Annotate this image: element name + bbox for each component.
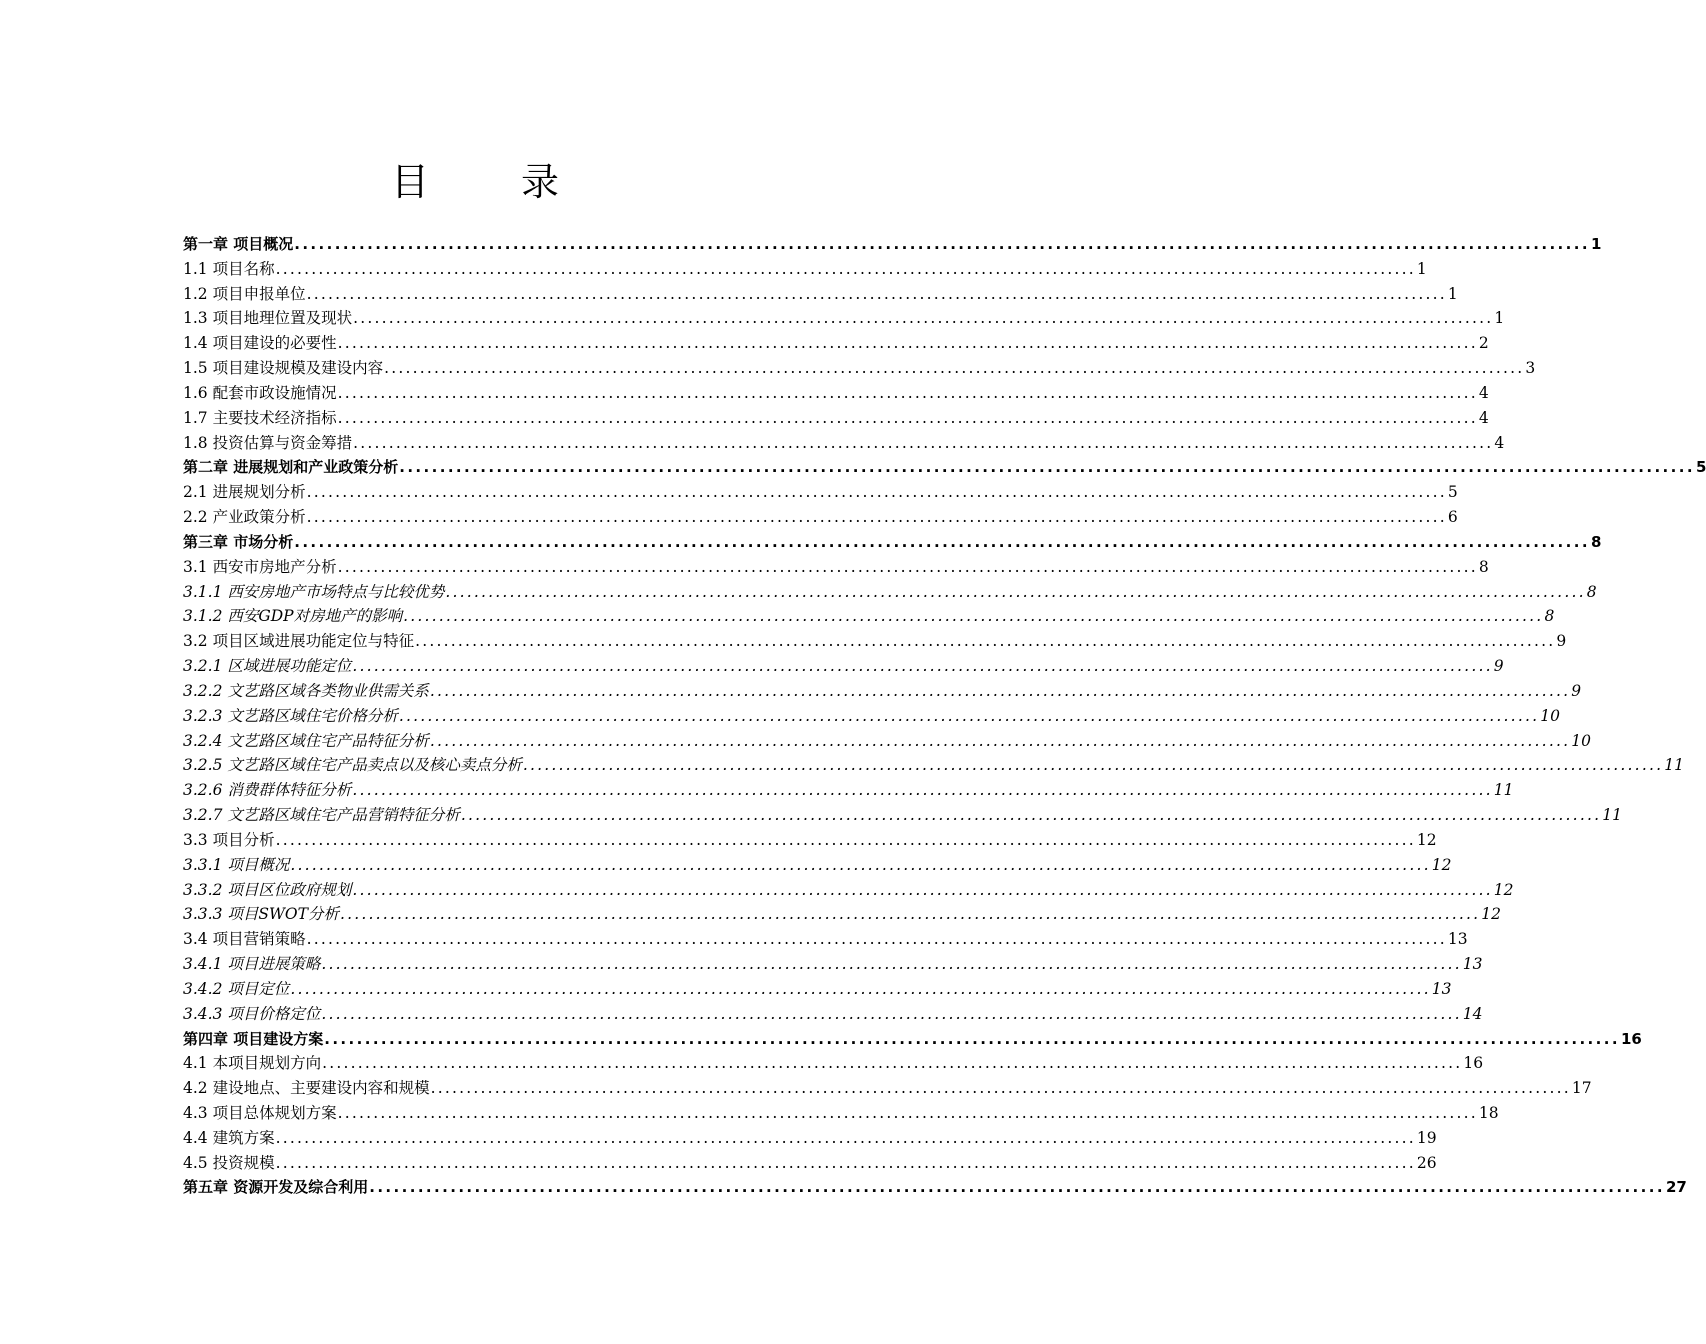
toc-entry-label: 1.8 投资估算与资金筹措 [183, 433, 353, 452]
toc-entry-label: 4.1 本项目规划方向 [183, 1054, 322, 1073]
toc-entry-label: 4.4 建筑方案 [183, 1128, 275, 1147]
toc-entry[interactable] [183, 431, 1505, 456]
toc-entry-label: 3.2.6 消费群体特征分析 [183, 781, 352, 800]
toc-entry[interactable] [183, 654, 1504, 679]
toc-leader-dots: ................................................................................................................................................................ [415, 632, 1556, 651]
toc-entry[interactable] [183, 331, 1489, 356]
toc-page-number: 8 [1544, 607, 1555, 626]
toc-page-number: 10 [1540, 706, 1560, 725]
toc-leader-dots: ................................................................................................................................................................ [337, 408, 1478, 427]
toc-entry-label: 3.3.3 项目SWOT分析 [183, 905, 339, 924]
toc-chapter-entry[interactable] [183, 1027, 1642, 1052]
toc-entry-label: 1.6 配套市政设施情况 [183, 383, 337, 402]
toc-leader-dots: ................................................................................................................................................................ [399, 458, 1695, 477]
toc-entry-label: 3.4.3 项目价格定位 [183, 1004, 321, 1023]
toc-page-number: 5 [1695, 458, 1706, 477]
toc-leader-dots: ................................................................................................................................................................ [294, 235, 1590, 253]
toc-leader-dots: ................................................................................................................................................................ [275, 1153, 1416, 1172]
toc-leader-dots: ................................................................................................................................................................ [290, 979, 1431, 998]
toc-entry-label: 4.3 项目总体规划方案 [183, 1103, 337, 1122]
toc-entry[interactable] [183, 356, 1536, 381]
toc-entry[interactable] [183, 977, 1452, 1002]
toc-page-number: 9 [1493, 657, 1504, 676]
toc-chapter-entry[interactable] [183, 1175, 1687, 1200]
toc-entry[interactable] [183, 729, 1591, 754]
toc-leader-dots: ................................................................................................................................................................ [306, 284, 1447, 303]
toc-page-number: 9 [1571, 681, 1582, 700]
toc-entry-label: 3.3.1 项目概况 [183, 855, 290, 874]
toc-entry[interactable] [183, 257, 1427, 282]
toc-leader-dots: ................................................................................................................................................................ [275, 259, 1416, 278]
toc-page-number: 11 [1602, 806, 1622, 825]
toc-entry[interactable] [183, 902, 1502, 927]
toc-leader-dots: ................................................................................................................................................................ [337, 557, 1478, 576]
toc-entry[interactable] [183, 629, 1567, 654]
toc-page-number: 19 [1416, 1128, 1437, 1147]
toc-page-number: 13 [1431, 979, 1452, 998]
toc-entry-label: 3.2 项目区域进展功能定位与特征 [183, 632, 415, 651]
toc-entry-label: 2.1 进展规划分析 [183, 483, 306, 502]
toc-leader-dots: ................................................................................................................................................................ [275, 830, 1416, 849]
toc-leader-dots: ................................................................................................................................................................ [429, 681, 1571, 700]
toc-leader-dots: ................................................................................................................................................................ [430, 1079, 1571, 1098]
toc-leader-dots: ................................................................................................................................................................ [352, 657, 1493, 676]
toc-entry-label: 3.2.7 文艺路区域住宅产品营销特征分析 [183, 806, 460, 825]
toc-entry[interactable] [183, 1076, 1592, 1101]
toc-page-number: 4 [1494, 433, 1505, 452]
toc-leader-dots: ................................................................................................................................................................ [352, 781, 1493, 800]
toc-leader-dots: ................................................................................................................................................................ [306, 930, 1447, 949]
toc-entry-label: 3.2.1 区域进展功能定位 [183, 657, 352, 676]
toc-entry[interactable] [183, 878, 1514, 903]
toc-page-number: 8 [1478, 557, 1489, 576]
toc-entry-label: 3.1.2 西安GDP对房地产的影响 [183, 607, 403, 626]
toc-entry[interactable] [183, 1126, 1437, 1151]
toc-leader-dots: ................................................................................................................................................................ [369, 1178, 1665, 1197]
toc-leader-dots: ................................................................................................................................................................ [403, 607, 1544, 626]
toc-leader-dots: ................................................................................................................................................................ [321, 1004, 1462, 1023]
toc-leader-dots: ................................................................................................................................................................ [306, 483, 1447, 502]
toc-entry[interactable] [183, 952, 1483, 977]
toc-leader-dots: ................................................................................................................................................................ [353, 309, 1494, 328]
toc-page-number: 26 [1416, 1153, 1437, 1172]
toc-entry-label: 2.2 产业政策分析 [183, 508, 306, 527]
toc-page-number: 10 [1571, 731, 1591, 750]
toc-page-number: 3 [1525, 359, 1536, 378]
toc-entry-label: 3.2.3 文艺路区域住宅价格分析 [183, 706, 398, 725]
toc-page-number: 11 [1493, 781, 1514, 800]
toc-leader-dots: ................................................................................................................................................................ [398, 706, 1540, 725]
toc-entry[interactable] [183, 381, 1489, 406]
toc-leader-dots: ................................................................................................................................................................ [337, 383, 1478, 402]
toc-entry-label: 3.4.1 项目进展策略 [183, 955, 321, 974]
toc-chapter-entry[interactable] [183, 232, 1602, 257]
toc-entry-label: 第五章 资源开发及综合利用 [183, 1178, 369, 1197]
toc-leader-dots: ................................................................................................................................................................ [339, 905, 1481, 924]
toc-entry-label: 1.5 项目建设规模及建设内容 [183, 359, 384, 378]
toc-leader-dots: ................................................................................................................................................................ [306, 508, 1447, 527]
page-title: 目 录 [390, 160, 600, 204]
toc-leader-dots: ................................................................................................................................................................ [352, 880, 1493, 899]
toc-entry[interactable] [183, 580, 1597, 605]
toc-page-number: 6 [1447, 508, 1458, 527]
toc-entry[interactable] [183, 679, 1582, 704]
toc-entry[interactable] [183, 1002, 1483, 1027]
toc-entry-label: 1.3 项目地理位置及现状 [183, 309, 353, 328]
toc-entry-label: 1.4 项目建设的必要性 [183, 334, 337, 353]
toc-entry-label: 3.3 项目分析 [183, 830, 275, 849]
toc-page-number: 8 [1586, 582, 1597, 601]
toc-page-number: 12 [1431, 855, 1452, 874]
toc-leader-dots: ................................................................................................................................................................ [275, 1128, 1416, 1147]
toc-entry[interactable] [183, 306, 1505, 331]
toc-entry-label: 1.7 主要技术经济指标 [183, 408, 337, 427]
toc-entry[interactable] [183, 604, 1555, 629]
toc-leader-dots: ................................................................................................................................................................ [429, 731, 1571, 750]
toc-page-number: 13 [1462, 955, 1483, 974]
toc-page-number: 9 [1556, 632, 1567, 651]
toc-entry[interactable] [183, 704, 1560, 729]
toc-entry-label: 1.2 项目申报单位 [183, 284, 306, 303]
toc-page-number: 1 [1590, 235, 1602, 253]
toc-entry-label: 第二章 进展规划和产业政策分析 [183, 458, 399, 477]
toc-chapter-entry[interactable] [183, 455, 1706, 480]
toc-leader-dots: ................................................................................................................................................................ [445, 582, 1586, 601]
toc-leader-dots: ................................................................................................................................................................ [460, 806, 1602, 825]
toc-leader-dots: ................................................................................................................................................................ [294, 532, 1590, 551]
toc-entry-label: 4.5 投资规模 [183, 1153, 275, 1172]
toc-entry[interactable] [183, 778, 1514, 803]
toc-page-number: 12 [1493, 880, 1514, 899]
toc-leader-dots: ................................................................................................................................................................ [290, 855, 1431, 874]
toc-entry-label: 第三章 市场分析 [183, 532, 294, 551]
toc-entry-label: 3.4 项目营销策略 [183, 930, 306, 949]
table-of-contents [183, 232, 1706, 1200]
toc-entry[interactable] [183, 1101, 1499, 1126]
toc-entry-label: 4.2 建设地点、主要建设内容和规模 [183, 1079, 430, 1098]
toc-leader-dots: ................................................................................................................................................................ [321, 955, 1462, 974]
toc-entry-label: 第四章 项目建设方案 [183, 1029, 324, 1048]
toc-entry[interactable] [183, 803, 1622, 828]
toc-entry-label: 3.2.4 文艺路区域住宅产品特征分析 [183, 731, 429, 750]
toc-chapter-entry[interactable] [183, 530, 1602, 555]
toc-leader-dots: ................................................................................................................................................................ [337, 334, 1478, 353]
toc-leader-dots: ................................................................................................................................................................ [522, 756, 1664, 775]
toc-page-number: 1 [1416, 259, 1427, 278]
toc-leader-dots: ................................................................................................................................................................ [337, 1103, 1478, 1122]
toc-leader-dots: ................................................................................................................................................................ [324, 1029, 1620, 1048]
toc-page-number: 12 [1416, 830, 1437, 849]
toc-entry[interactable] [183, 1151, 1437, 1176]
toc-entry[interactable] [183, 753, 1684, 778]
toc-entry-label: 3.1.1 西安房地产市场特点与比较优势 [183, 582, 445, 601]
toc-entry[interactable] [183, 1051, 1484, 1076]
toc-entry-label: 第一章 项目概况 [183, 235, 294, 253]
toc-page-number: 13 [1447, 930, 1468, 949]
toc-entry-label: 3.2.5 文艺路区域住宅产品卖点以及核心卖点分析 [183, 756, 522, 775]
toc-page-number: 16 [1463, 1054, 1484, 1073]
toc-entry[interactable] [183, 480, 1458, 505]
toc-page-number: 2 [1478, 334, 1489, 353]
toc-entry[interactable] [183, 828, 1437, 853]
toc-page-number: 1 [1494, 309, 1505, 328]
toc-entry-label: 3.3.2 项目区位政府规划 [183, 880, 352, 899]
toc-page-number: 18 [1478, 1103, 1499, 1122]
toc-entry-label: 3.4.2 项目定位 [183, 979, 290, 998]
toc-entry[interactable] [183, 555, 1489, 580]
toc-leader-dots: ................................................................................................................................................................ [322, 1054, 1463, 1073]
toc-entry[interactable] [183, 282, 1458, 307]
toc-page-number: 16 [1620, 1029, 1642, 1048]
toc-leader-dots: ................................................................................................................................................................ [353, 433, 1494, 452]
toc-entry-label: 3.2.2 文艺路区域各类物业供需关系 [183, 681, 429, 700]
toc-page-number: 27 [1665, 1178, 1687, 1197]
toc-entry[interactable] [183, 406, 1489, 431]
toc-page-number: 17 [1571, 1079, 1592, 1098]
toc-page-number: 4 [1478, 408, 1489, 427]
toc-entry[interactable] [183, 853, 1452, 878]
toc-entry-label: 3.1 西安市房地产分析 [183, 557, 337, 576]
toc-entry[interactable] [183, 505, 1458, 530]
toc-leader-dots: ................................................................................................................................................................ [384, 359, 1525, 378]
toc-entry[interactable] [183, 927, 1468, 952]
toc-page-number: 5 [1447, 483, 1458, 502]
toc-page-number: 14 [1462, 1004, 1483, 1023]
toc-page-number: 12 [1481, 905, 1502, 924]
toc-entry-label: 1.1 项目名称 [183, 259, 275, 278]
toc-page-number: 4 [1478, 383, 1489, 402]
toc-page-number: 8 [1590, 532, 1602, 551]
toc-page-number: 1 [1447, 284, 1458, 303]
toc-page-number: 11 [1664, 756, 1684, 775]
